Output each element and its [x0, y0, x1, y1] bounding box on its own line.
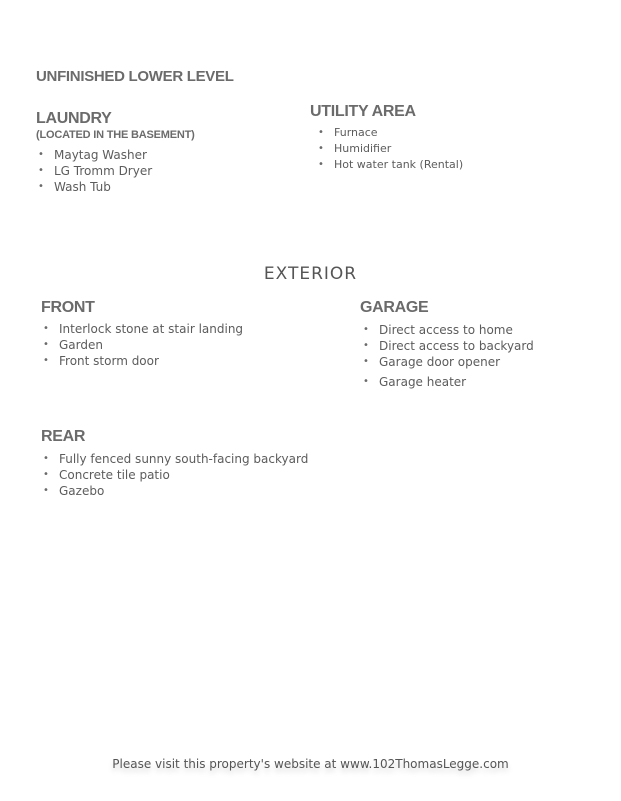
laundry-list — [36, 147, 152, 195]
list-item: • Gazebo — [43, 484, 105, 498]
list-item: • Concrete tile patio — [43, 468, 170, 482]
list-item: • Humidifier — [318, 142, 392, 155]
bullet-icon: • — [43, 323, 49, 334]
bullet-icon: • — [38, 165, 44, 176]
footer-website-note: Please visit this property's website at www.102ThomasLegge.com — [112, 757, 509, 771]
list-item: • Maytag Washer — [38, 148, 147, 162]
list-item: • Garage heater — [363, 375, 467, 389]
rear-heading: REAR — [41, 428, 86, 445]
garage-heading: GARAGE — [360, 299, 429, 316]
utility-area-list — [316, 125, 463, 173]
list-item: • LG Tromm Dryer — [38, 164, 153, 178]
utility-area-heading: UTILITY AREA — [310, 103, 416, 120]
list-item: • Furnace — [318, 126, 378, 139]
laundry-subheading: (LOCATED IN THE BASEMENT) — [36, 129, 195, 141]
bullet-icon: • — [38, 181, 44, 192]
list-item: • Interlock stone at stair landing — [43, 322, 244, 336]
section-title-exterior: EXTERIOR — [263, 264, 358, 284]
bullet-icon: • — [363, 356, 369, 367]
bullet-icon: • — [363, 324, 369, 335]
list-item: • Direct access to home — [363, 323, 513, 337]
bullet-icon: • — [38, 149, 44, 160]
rear-list — [41, 451, 308, 499]
list-item: • Garage door opener — [363, 355, 501, 369]
bullet-icon: • — [363, 376, 369, 387]
bullet-icon: • — [43, 453, 49, 464]
list-item: • Front storm door — [43, 354, 159, 368]
list-item: • Garden — [43, 338, 103, 352]
bullet-icon: • — [43, 469, 49, 480]
front-heading: FRONT — [41, 299, 95, 316]
list-item: • Direct access to backyard — [363, 339, 534, 353]
section-title-lower-level: UNFINISHED LOWER LEVEL — [36, 68, 234, 85]
bullet-icon: • — [363, 340, 369, 351]
list-item: • Fully fenced sunny south-facing backyard — [43, 452, 309, 466]
garage-list — [361, 322, 534, 390]
bullet-icon: • — [43, 355, 49, 366]
laundry-heading: LAUNDRY — [36, 110, 112, 127]
front-list — [41, 321, 243, 369]
bullet-icon: • — [318, 127, 324, 138]
list-item: • Hot water tank (Rental) — [318, 158, 464, 171]
bullet-icon: • — [43, 485, 49, 496]
list-item: • Wash Tub — [38, 180, 111, 194]
bullet-icon: • — [318, 159, 324, 170]
bullet-icon: • — [318, 143, 324, 154]
bullet-icon: • — [43, 339, 49, 350]
